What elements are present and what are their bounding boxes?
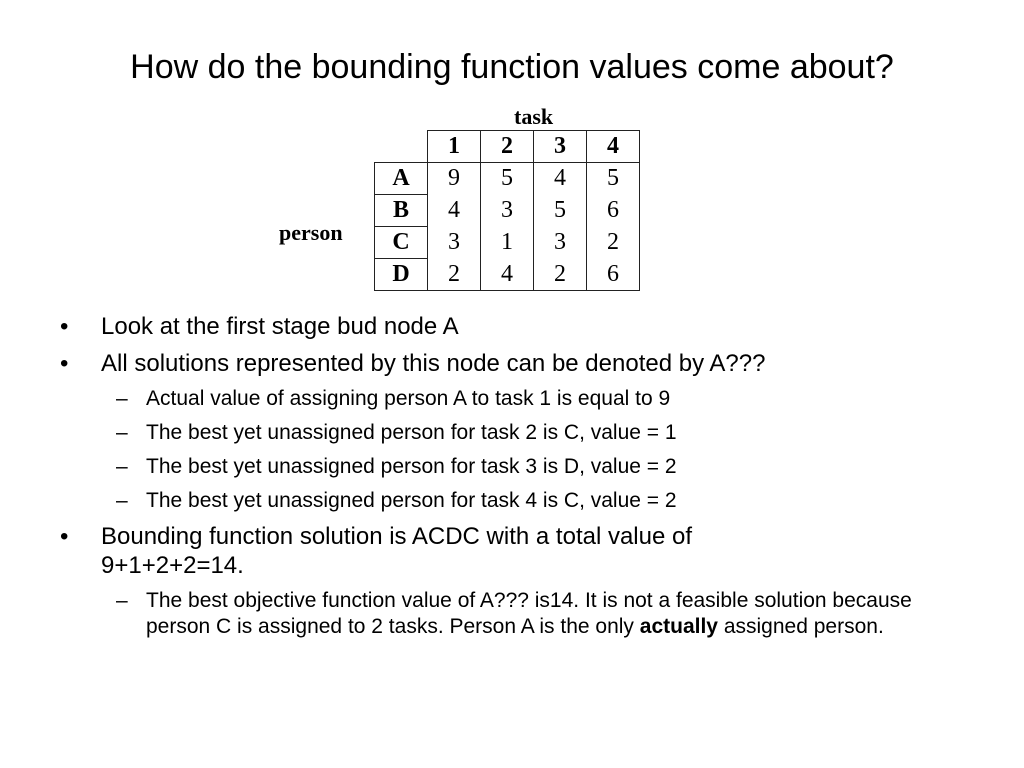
bullet-text: All solutions represented by this node can be denoted by A???: [101, 350, 766, 377]
sub-bullet-text: The best yet unassigned person for task 2 is C, value = 1: [146, 421, 677, 444]
table-cell: 2: [534, 259, 587, 291]
sub-bullet-dash: –: [116, 387, 128, 410]
table-cell: 6: [587, 259, 640, 291]
sub-bullet-text-end: assigned person.: [718, 615, 884, 638]
table-cell: 5: [481, 163, 534, 195]
table-cell: 4: [428, 195, 481, 227]
table-cell: 1: [481, 227, 534, 259]
column-header-task-2: 2: [481, 131, 534, 163]
table-row: [375, 259, 640, 291]
table-cell: 4: [534, 163, 587, 195]
bullet-marker: •: [60, 313, 69, 340]
row-header-person: D: [375, 259, 428, 291]
bullet-marker: •: [60, 350, 69, 377]
table-row: [375, 163, 640, 195]
sub-bullet-dash: –: [116, 589, 128, 612]
table-row: [375, 227, 640, 259]
table-cell: 3: [428, 227, 481, 259]
sub-bullet-item: [56, 588, 946, 640]
table-cell: 6: [587, 195, 640, 227]
table-cell: 3: [534, 227, 587, 259]
slide-title: How do the bounding function values come about?: [130, 48, 894, 86]
person-group-label: person: [279, 220, 343, 245]
sub-bullet-item: [56, 386, 956, 412]
sub-bullet-item: [56, 488, 956, 514]
sub-bullet-text: The best objective function value of A??? is14. It is not a feasible solution because person C is assigned to 2 tasks. Person A is the only: [146, 589, 912, 638]
table-header-row: [375, 131, 640, 163]
sub-bullet-dash: –: [116, 421, 128, 444]
bullet-item: [56, 349, 956, 378]
table-cell: 2: [428, 259, 481, 291]
bullet-list: [56, 312, 956, 648]
sub-bullet-text: The best yet unassigned person for task 3 is D, value = 2: [146, 455, 677, 478]
emphasis-text: actually: [639, 615, 718, 638]
row-header-person: B: [375, 195, 428, 227]
table-row: [375, 195, 640, 227]
table-cell: 2: [587, 227, 640, 259]
sub-bullet-item: [56, 454, 956, 480]
column-header-task-3: 3: [534, 131, 587, 163]
bullet-item: [56, 522, 821, 580]
sub-bullet-dash: –: [116, 489, 128, 512]
task-group-label: task: [514, 104, 554, 129]
cost-matrix-table: [374, 130, 640, 291]
sub-bullet-text: Actual value of assigning person A to task 1 is equal to 9: [146, 387, 671, 410]
bullet-marker: •: [60, 523, 69, 550]
column-header-task-4: 4: [587, 131, 640, 163]
sub-bullet-text: The best yet unassigned person for task 4 is C, value = 2: [146, 489, 677, 512]
table-cell: 4: [481, 259, 534, 291]
bullet-item: [56, 312, 956, 341]
table-cell: 3: [481, 195, 534, 227]
table-corner-cell: [375, 131, 428, 163]
sub-bullet-item: [56, 420, 956, 446]
row-header-person: C: [375, 227, 428, 259]
column-header-task-1: 1: [428, 131, 481, 163]
table-cell: 5: [534, 195, 587, 227]
bullet-text: Look at the first stage bud node A: [101, 313, 459, 340]
table-cell: 9: [428, 163, 481, 195]
table-cell: 5: [587, 163, 640, 195]
sub-bullet-dash: –: [116, 455, 128, 478]
row-header-person: A: [375, 163, 428, 195]
bullet-text: Bounding function solution is ACDC with a total value of 9+1+2+2=14.: [101, 523, 693, 579]
